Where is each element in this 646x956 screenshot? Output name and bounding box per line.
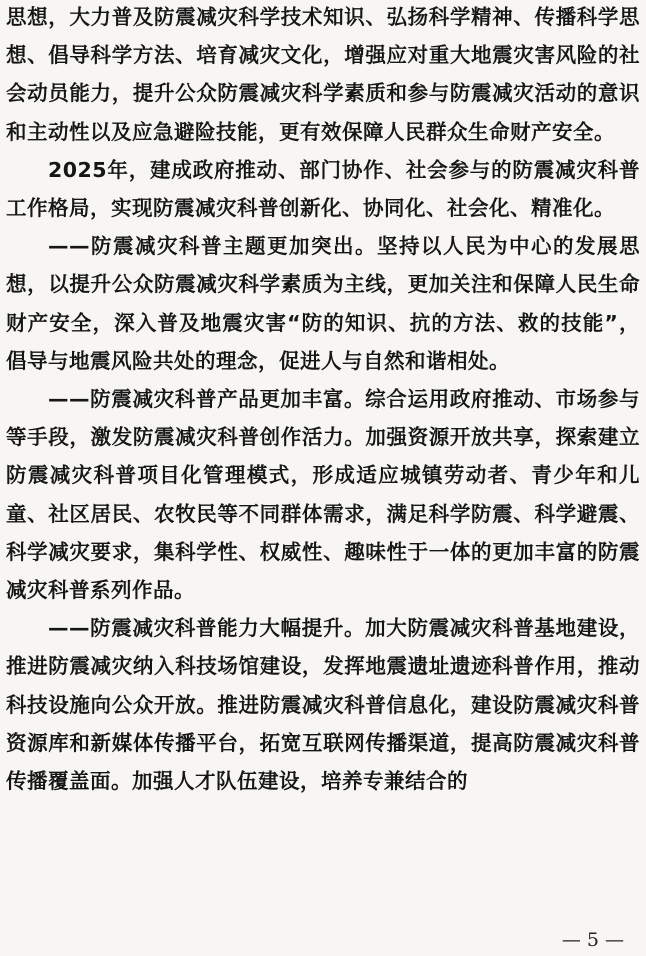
paragraph-continuation: 思想，大力普及防震减灾科学技术知识、弘扬科学精神、传播科学思想、倡导科学方法、培育减灾文化，增强应对重大地震灾害风险的社会动员能力，提升公众防震减灾科学素质和参与防震减灾活动的意识和主动性以及应急避险技能，更有效保障人民群众生命财产安全。 [6,5,640,144]
paragraph-theme: ——防震减灾科普主题更加突出。坚持以人民为中心的发展思想，以提升公众防震减灾科学素质为主线，更加关注和保障人民生命财产安全，深入普及地震灾害“防的知识、抗的方法、救的技能”，倡导与地震风险共处的理念，促进人与自然和谐相处。 [6,234,640,373]
paragraph-capability: ——防震减灾科普能力大幅提升。加大防震减灾科普基地建设，推进防震减灾纳入科技场馆建设，发挥地震遗址遗迹科普作用，推动科技设施向公众开放。推进防震减灾科普信息化，建设防震减灾科普资源库和新媒体传播平台，拓宽互联网传播渠道，提高防震减灾科普传播覆盖面。加强人才队伍建设，培养专兼结合的 [6,616,640,794]
paragraph-goal-2025: 2025年，建成政府推动、部门协作、社会参与的防震减灾科普工作格局，实现防震减灾科普创新化、协同化、社会化、精准化。 [6,157,640,221]
page-number: — 5 — [561,929,624,951]
paragraph-products: ——防震减灾科普产品更加丰富。综合运用政府推动、市场参与等手段，激发防震减灾科普创作活力。加强资源开放共享，探索建立防震减灾科普项目化管理模式，形成适应城镇劳动者、青少年和儿童、社区居民、农牧民等不同群体需求，满足科学防震、科学避震、科学减灾要求，集科学性、权威性、趣味性于一体的更加丰富的防震减灾科普系列作品。 [6,387,640,603]
document-page [6,0,640,800]
